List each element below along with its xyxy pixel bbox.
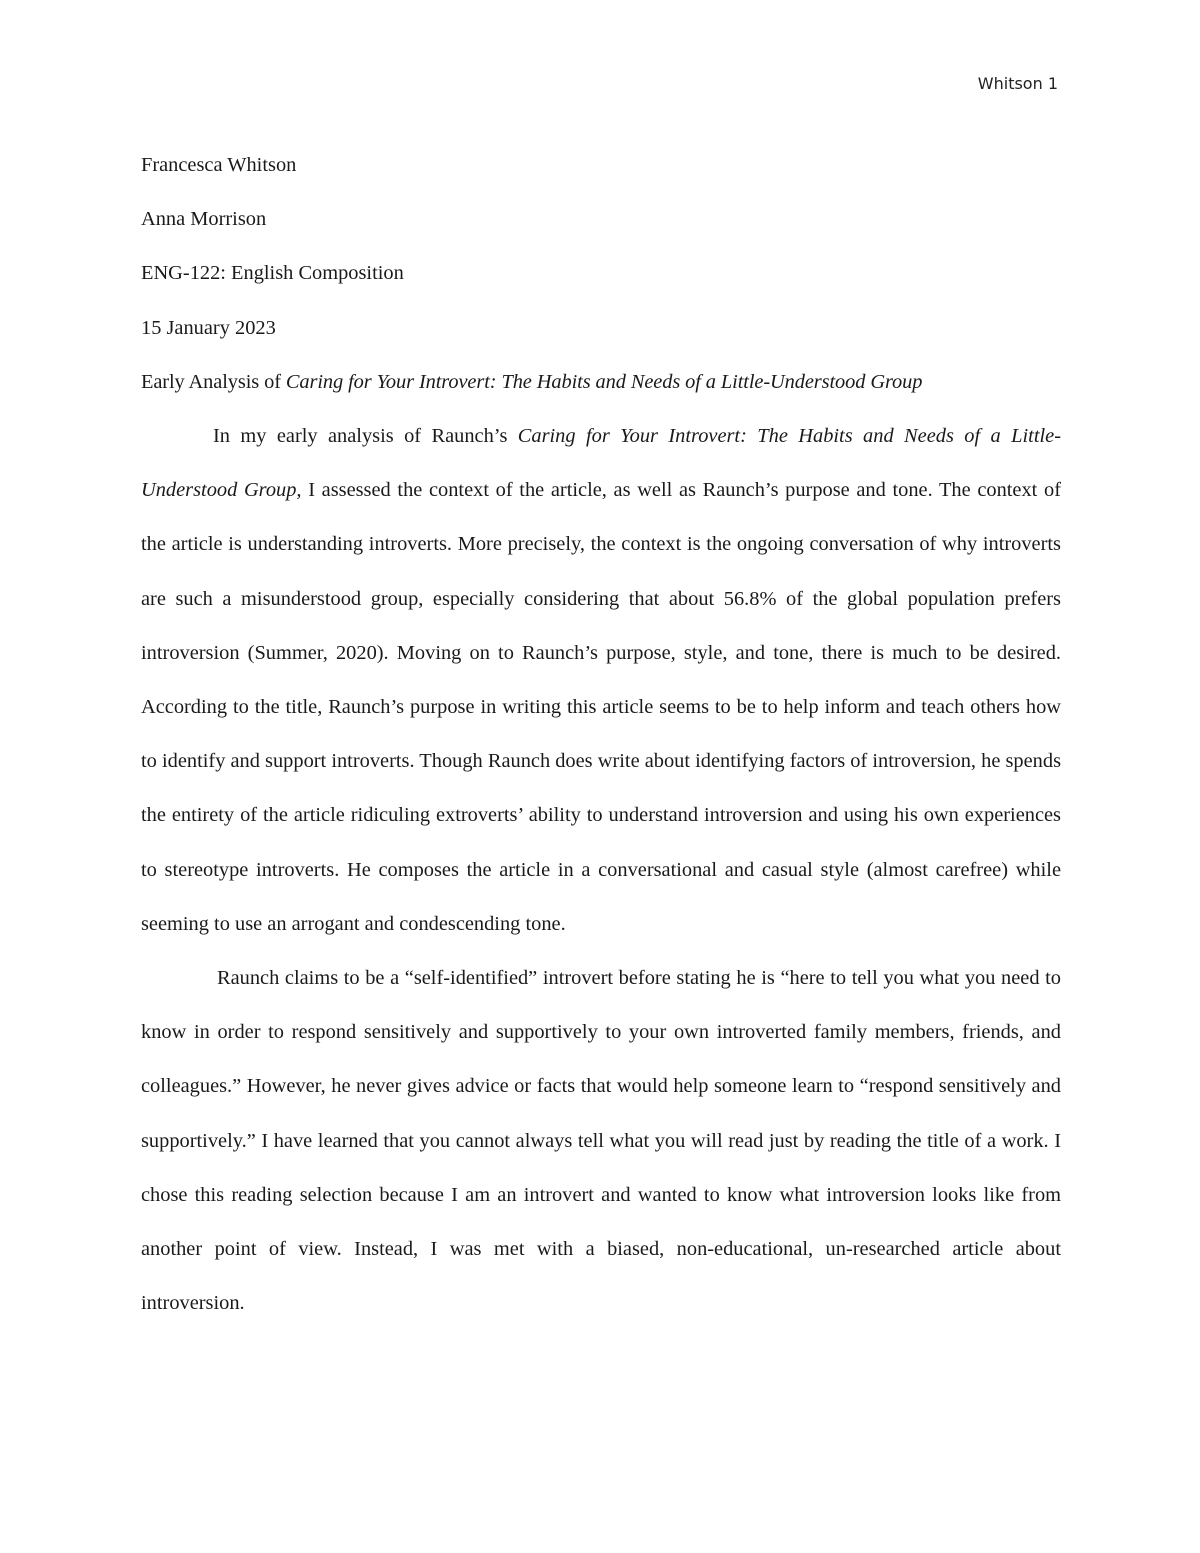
paragraph-2 [141, 951, 1061, 1330]
running-head: Whitson 1 [977, 74, 1058, 93]
paragraph-1-body: I assessed the context of the article, as well as Raunch’s purpose and tone. The context of the article is understanding introverts. More precisely, the context is the ongoing conversation of why introverts are such a misunderstood group, especially considering that about 56.8% of the global population prefers introversion (Summer, 2020). Moving on to Raunch’s purpose, style, and tone, there is much to be desired. According to the title, Raunch’s purpose in writing this article seems to be to help inform and teach others how to identify and support introverts. Though Raunch does write about identifying factors of introversion, he spends the entirety of the article ridiculing extroverts’ ability to understand introversion and using his own experiences to stereotype introverts. He composes the article in a conversational and casual style (almost carefree) while seeming to use an arrogant and condescending tone. [141, 479, 1061, 935]
instructor-name: Anna Morrison [141, 208, 267, 231]
paragraph-1 [141, 409, 1061, 951]
essay-title-prefix: Early Analysis of [141, 370, 286, 393]
student-name: Francesca Whitson [141, 154, 297, 176]
paragraph-1-work: Caring for Your Introvert: The Habits and Needs of a Little-Understood Group, [141, 425, 1061, 502]
essay-body [141, 138, 1061, 1330]
essay-title [141, 355, 1061, 409]
paragraph-1-intro: In my early analysis of Raunch’s [213, 425, 518, 448]
paragraph-2-body: Raunch claims to be a “self-identified” introvert before stating he is “here to tell you what you need to know in order to respond sensitively and supportively to your own introverted family members, friends, and colleagues.” However, he never gives advice or facts that would help someone learn to “respond sensitively and supportively.” I have learned that you cannot always tell what you will read just by reading the title of a work. I chose this reading selection because I am an introvert and wanted to know what introversion looks like from another point of view. Instead, I was met with a biased, non-educational, un-researched article about introversion. [141, 967, 1061, 1315]
course-name: ENG-122: English Composition [141, 262, 404, 285]
essay-title-work: Caring for Your Introvert: The Habits and Needs of a Little-Understood Group [285, 370, 923, 393]
essay-date: 15 January 2023 [141, 316, 276, 339]
